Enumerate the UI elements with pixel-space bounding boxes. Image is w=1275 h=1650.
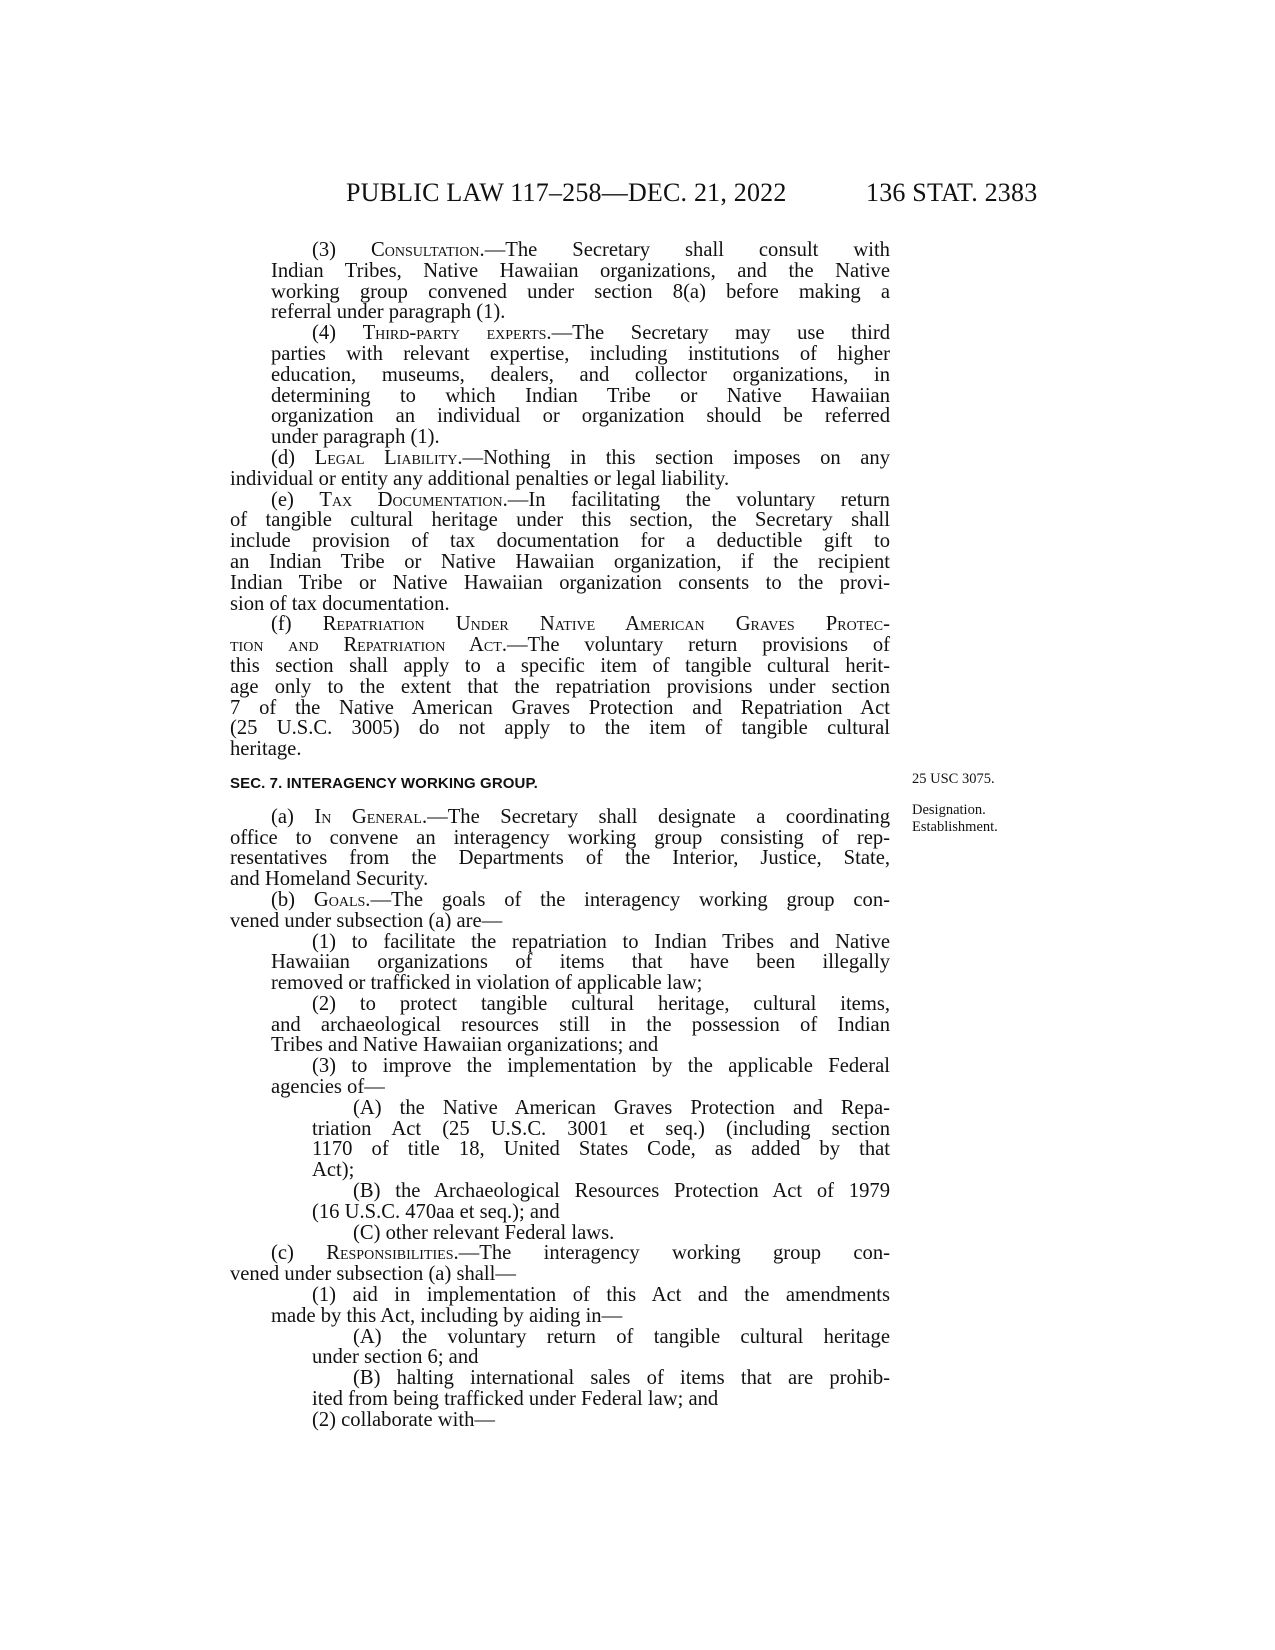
paragraph-goals-2 [230, 994, 890, 1056]
text-line: .—The goals of the interagency working group con- [365, 888, 890, 911]
paragraph-goals-3 [230, 1056, 890, 1098]
text-line: of tangible cultural heritage under this section, the Secretary shall [230, 509, 890, 532]
paragraph-goals [230, 890, 890, 932]
text-line: Act); [312, 1159, 355, 1182]
margin-note-establishment-text: Establishment. [912, 819, 998, 835]
text-line: under section 6; and [312, 1346, 479, 1369]
paragraph-responsibilities-2 [230, 1410, 890, 1431]
para-lead: (e) [271, 488, 320, 511]
paragraph-consultation [230, 240, 890, 323]
para-lead: (4) [312, 322, 363, 345]
text-line: triation Act (25 U.S.C. 3001 et seq.) (including section [312, 1117, 890, 1140]
para-lead: (a) [271, 805, 315, 828]
text-line: and Homeland Security. [230, 868, 429, 891]
para-heading: tion and Repatriation Act [230, 634, 502, 657]
para-heading: Responsibilities [326, 1242, 454, 1265]
margin-note-usc: 25 USC 3075. [912, 771, 995, 787]
para-heading: Repatriation Under Native American Graves Protec- [322, 613, 890, 636]
text-line: parties with relevant expertise, including institutions of higher [271, 342, 890, 365]
text-line: (A) the Native American Graves Protection and Repa- [353, 1096, 890, 1119]
para-heading: Goals [313, 888, 366, 911]
text-line: organization an individual or organization should be referred [271, 405, 890, 428]
text-line: removed or trafficked in violation of applicable law; [271, 972, 703, 995]
text-line: made by this Act, including by aiding in— [271, 1304, 623, 1327]
paragraph-legal-liability [230, 448, 890, 490]
para-lead: (3) [312, 239, 371, 261]
text-line: 1170 of title 18, United States Code, as added by that [312, 1138, 890, 1161]
text-line: office to convene an interagency working group consisting of rep- [230, 826, 890, 849]
running-header-title: PUBLIC LAW 117–258—DEC. 21, 2022 [346, 178, 787, 207]
text-line: .—The Secretary shall designate a coordinating [421, 805, 891, 828]
text-line: heritage. [230, 738, 302, 761]
text-line: (B) halting international sales of items that are prohib- [353, 1367, 890, 1390]
text-line: working group convened under section 8(a) before making a [271, 280, 890, 303]
text-line: resentatives from the Departments of the Interior, Justice, State, [230, 847, 890, 870]
text-line: (2) collaborate with— [312, 1408, 495, 1431]
text-line: determining to which Indian Tribe or Native Hawaiian [271, 384, 890, 407]
text-line: (1) aid in implementation of this Act and the amendments [312, 1284, 890, 1307]
paragraph-responsibilities-1-b [230, 1368, 890, 1410]
paragraph-goals-3-a [230, 1098, 890, 1181]
text-line: Indian Tribes, Native Hawaiian organizations, and the Native [271, 259, 890, 282]
text-line: .—The interagency working group con- [453, 1242, 890, 1265]
text-line: (2) to protect tangible cultural heritage, cultural items, [312, 992, 890, 1015]
text-line: vened under subsection (a) shall— [230, 1263, 516, 1286]
margin-note-designation-text: Designation. [912, 802, 986, 818]
text-line: education, museums, dealers, and collector organizations, in [271, 363, 890, 386]
text-line: .—In facilitating the voluntary return [502, 488, 890, 511]
paragraph-tax-documentation [230, 490, 890, 615]
text-line: sion of tax documentation. [230, 592, 450, 615]
text-line: this section shall apply to a specific item of tangible cultural herit- [230, 654, 890, 677]
paragraph-responsibilities-1-a [230, 1327, 890, 1369]
document-body [230, 240, 890, 1431]
text-line: (25 U.S.C. 3005) do not apply to the item of tangible cultural [230, 717, 890, 740]
text-line: (16 U.S.C. 470aa et seq.); and [312, 1200, 560, 1223]
paragraph-responsibilities [230, 1243, 890, 1285]
text-line: and archaeological resources still in the possession of Indian [271, 1013, 890, 1036]
text-line: .—The Secretary may use third [546, 322, 890, 345]
paragraph-goals-1 [230, 932, 890, 994]
paragraph-goals-3-b [230, 1181, 890, 1223]
para-heading: Third-party experts [362, 322, 547, 345]
text-line: (3) to improve the implementation by the applicable Federal [312, 1055, 890, 1078]
para-heading: Tax Documentation [319, 488, 503, 511]
paragraph-third-party-experts [230, 323, 890, 448]
para-heading: In General [314, 805, 422, 828]
text-line: .—The voluntary return provisions of [501, 634, 890, 657]
paragraph-goals-3-c [230, 1223, 890, 1244]
text-line: an Indian Tribe or Native Hawaiian organization, if the recipient [230, 550, 890, 573]
text-line: Indian Tribe or Native Hawaiian organization consents to the provi- [230, 571, 890, 594]
text-line: Hawaiian organizations of items that have been illegally [271, 951, 890, 974]
text-line: Tribes and Native Hawaiian organizations; and [271, 1034, 659, 1057]
margin-note-designation [912, 802, 998, 836]
text-line: (B) the Archaeological Resources Protection Act of 1979 [353, 1180, 890, 1203]
para-lead: (c) [271, 1242, 327, 1265]
text-line: .—The Secretary shall consult with [479, 239, 890, 261]
text-line: (A) the voluntary return of tangible cultural heritage [353, 1325, 890, 1348]
text-line: (C) other relevant Federal laws. [353, 1221, 615, 1244]
text-line: (1) to facilitate the repatriation to Indian Tribes and Native [312, 930, 890, 953]
text-line: referral under paragraph (1). [271, 301, 506, 324]
text-line: under paragraph (1). [271, 426, 440, 449]
text-line: .—Nothing in this section imposes on any [457, 446, 891, 469]
text-line: age only to the extent that the repatriation provisions under section [230, 675, 890, 698]
text-line: vened under subsection (a) are— [230, 909, 503, 932]
paragraph-in-general [230, 807, 890, 890]
para-lead: (d) [271, 446, 315, 469]
para-lead: (f) [271, 613, 323, 636]
para-heading: Consultation [371, 239, 480, 261]
page-stat-number: 136 STAT. 2383 [866, 178, 1038, 207]
text-line: ited from being trafficked under Federal law; and [312, 1388, 719, 1411]
text-line: individual or entity any additional penalties or legal liability. [230, 467, 730, 490]
section-heading: SEC. 7. INTERAGENCY WORKING GROUP. [230, 774, 538, 792]
paragraph-repatriation-nagpra [230, 614, 890, 760]
text-line: agencies of— [271, 1076, 385, 1099]
para-lead: (b) [271, 888, 314, 911]
paragraph-responsibilities-1 [230, 1285, 890, 1327]
para-heading: Legal Liability [314, 446, 458, 469]
text-line: 7 of the Native American Graves Protection and Repatriation Act [230, 696, 890, 719]
text-line: include provision of tax documentation for a deductible gift to [230, 530, 890, 553]
